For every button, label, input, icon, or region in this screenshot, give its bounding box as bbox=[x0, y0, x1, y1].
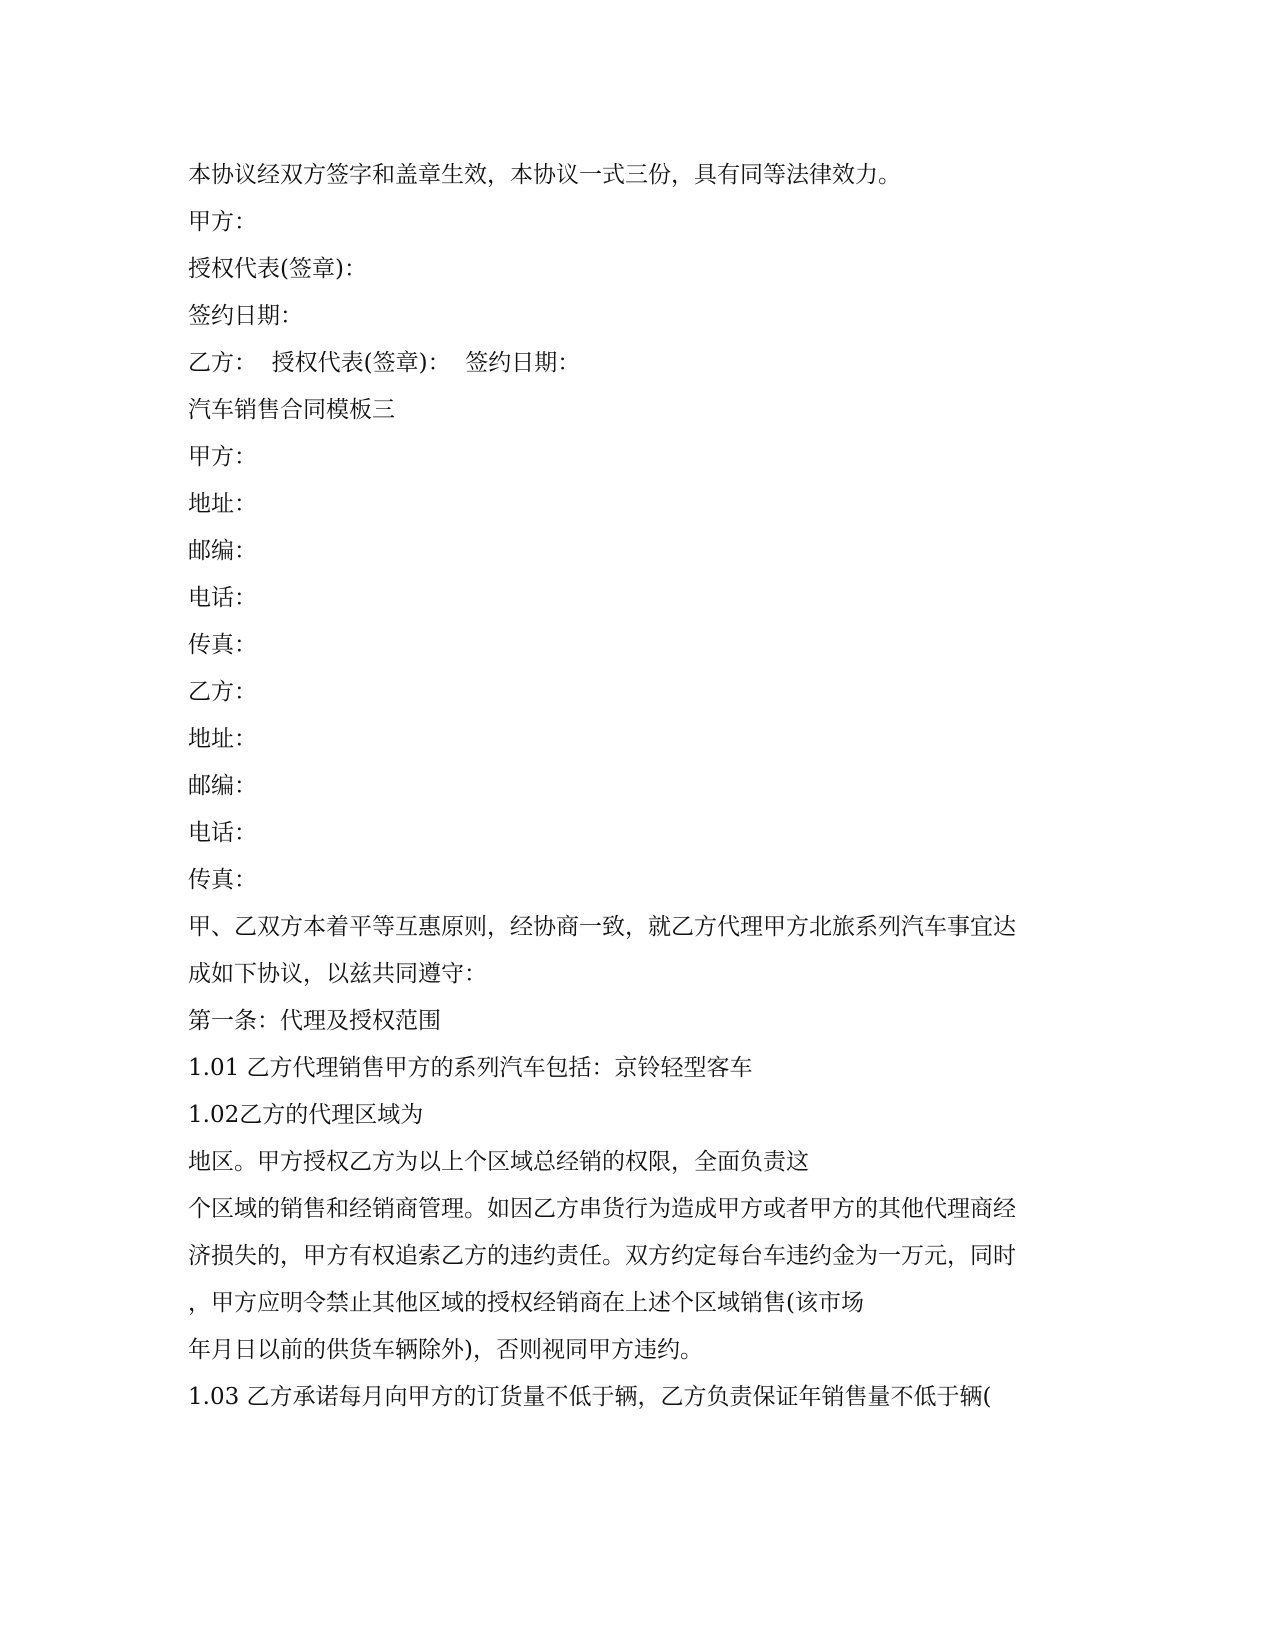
party-a-phone: 电话： bbox=[188, 585, 257, 611]
party-b-phone: 电话： bbox=[188, 820, 257, 846]
clause-1-01: 1.01 乙方代理销售甲方的系列汽车包括：京铃轻型客车 bbox=[188, 1055, 753, 1081]
authorized-rep-label: 授权代表(签章)： bbox=[188, 256, 367, 282]
clause-1-02-line-1: 1.02乙方的代理区域为 bbox=[188, 1102, 424, 1128]
party-a-fax: 传真： bbox=[188, 632, 257, 658]
clause-1-02-line-4: 济损失的，甲方有权追索乙方的违约责任。双方约定每台车违约金为一万元，同时 bbox=[188, 1243, 1016, 1269]
party-b-fax: 传真： bbox=[188, 867, 257, 893]
party-b-address: 地址： bbox=[188, 726, 257, 752]
party-a-postcode: 邮编： bbox=[188, 538, 257, 564]
contract-title: 汽车销售合同模板三 bbox=[188, 397, 395, 423]
signing-date-label: 签约日期： bbox=[188, 303, 303, 329]
clause-1-02-line-5: ，甲方应明令禁止其他区域的授权经销商在上述个区域销售(该市场 bbox=[188, 1290, 864, 1316]
party-a-label: 甲方： bbox=[188, 209, 257, 235]
clause-1-03: 1.03 乙方承诺每月向甲方的订货量不低于辆，乙方负责保证年销售量不低于辆( bbox=[188, 1384, 992, 1410]
clause-1-02-line-6: 年月日以前的供货车辆除外)，否则视同甲方违约。 bbox=[188, 1337, 703, 1363]
party-a-address: 地址： bbox=[188, 491, 257, 517]
preamble-line-2: 成如下协议，以兹共同遵守： bbox=[188, 961, 487, 987]
party-b-signature-line: 乙方： 授权代表(签章)： 签约日期： bbox=[188, 350, 581, 376]
party-a-name: 甲方： bbox=[188, 444, 257, 470]
clause-1-02-line-2: 地区。甲方授权乙方为以上个区域总经销的权限，全面负责这 bbox=[188, 1149, 809, 1175]
party-b-name: 乙方： bbox=[188, 679, 257, 705]
clause-1-02-line-3: 个区域的销售和经销商管理。如因乙方串货行为造成甲方或者甲方的其他代理商经 bbox=[188, 1196, 1016, 1222]
effectiveness-clause: 本协议经双方签字和盖章生效，本协议一式三份，具有同等法律效力。 bbox=[188, 162, 901, 188]
party-b-postcode: 邮编： bbox=[188, 773, 257, 799]
article-1-heading: 第一条：代理及授权范围 bbox=[188, 1008, 441, 1034]
preamble-line-1: 甲、乙双方本着平等互惠原则，经协商一致，就乙方代理甲方北旅系列汽车事宜达 bbox=[188, 914, 1016, 940]
